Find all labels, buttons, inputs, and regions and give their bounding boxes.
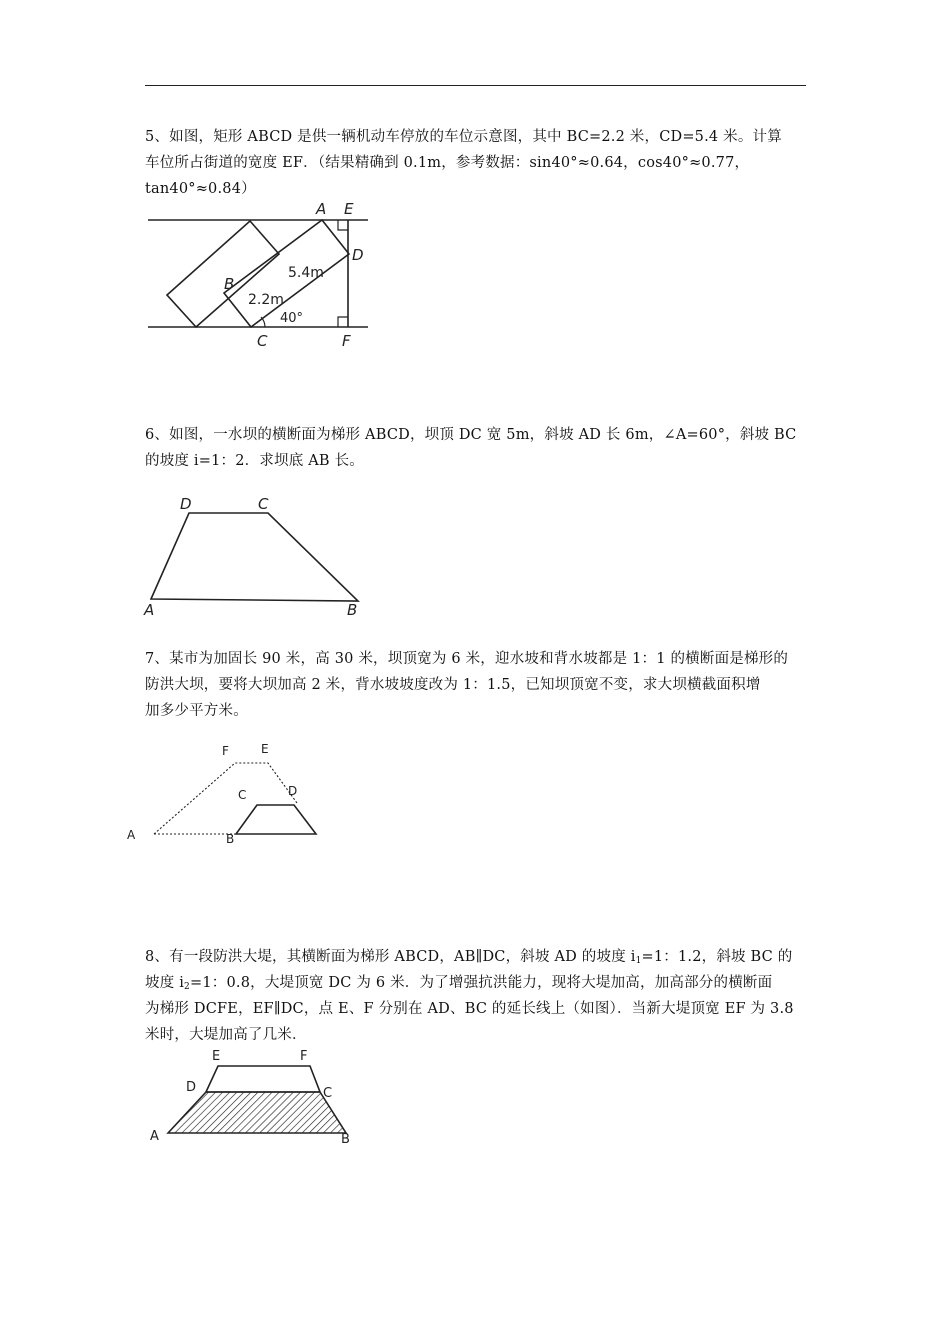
q6-trapezoid-abcd [151, 513, 358, 601]
q7-line-3: 加多少平方米。 [145, 703, 248, 719]
q8-label-d: D [186, 1080, 197, 1095]
q7-heightened-outline [154, 763, 297, 834]
q5-length-cd: 5.4m [288, 265, 324, 281]
q6-label-b: B [347, 601, 358, 619]
q5-length-bc: 2.2m [248, 292, 284, 308]
q8-label-a: A [150, 1129, 159, 1144]
header-rule [145, 85, 806, 86]
q5-right-angle-f [338, 317, 348, 327]
q8-line-1 [145, 944, 807, 970]
q8-line-2-pre: 坡度 i [145, 975, 185, 991]
q5-line-2: 车位所占街道的宽度 EF．（结果精确到 0.1m，参考数据：sin40°≈0.64，cos40°≈0.77， [145, 155, 750, 171]
question-7-text [145, 646, 807, 724]
q5-label-a: A [316, 200, 327, 218]
q8-line-1-subscript: 1 [635, 956, 642, 966]
q8-trapezoid-dcfe [206, 1066, 320, 1092]
q8-line-1-post: =1：1.2，斜坡 BC 的 [641, 949, 793, 965]
question-8-text [145, 944, 807, 1048]
q7-label-b: B [226, 832, 235, 846]
q7-original-trapezoid [236, 805, 316, 834]
q6-line-2: 的坡度 i=1：2．求坝底 AB 长。 [145, 453, 364, 469]
q6-label-d: D [180, 495, 192, 513]
q5-label-e: E [344, 200, 354, 218]
q7-dam-figure [120, 735, 340, 855]
q7-line-2: 防洪大坝，要将大坝加高 2 米，背水坡坡度改为 1：1.5，已知坝顶宽不变，求大坝横截面积增 [145, 677, 761, 693]
q7-label-f: F [222, 744, 229, 758]
q5-label-c: C [257, 332, 268, 350]
q8-line-1-pre: 8、有一段防洪大堤，其横断面为梯形 ABCD，AB∥DC，斜坡 AD 的坡度 i [145, 949, 636, 965]
q8-embankment-figure [140, 1040, 370, 1150]
q8-line-4: 米时，大堤加高了几米． [145, 1027, 307, 1043]
q8-label-c: C [323, 1086, 333, 1101]
q8-label-f: F [300, 1049, 308, 1064]
q5-left-parking-rect [167, 221, 279, 327]
q5-label-b: B [224, 275, 235, 293]
q7-line-1: 7、某市为加固长 90 米，高 30 米，坝顶宽为 6 米，迎水坡和背水坡都是 1：1 的横断面是梯形的 [145, 651, 789, 667]
q8-label-b: B [341, 1132, 350, 1147]
question-6-text [145, 422, 807, 474]
q6-label-a: A [144, 601, 155, 619]
q5-line-3: tan40°≈0.84） [145, 181, 256, 197]
q5-line-1: 5、如图，矩形 ABCD 是供一辆机动车停放的车位示意图，其中 BC=2.2 米，CD=5.4 米。计算 [145, 129, 782, 145]
q6-line-1: 6、如图，一水坝的横断面为梯形 ABCD，坝顶 DC 宽 5m，斜坡 AD 长 6m，∠A=60°，斜坡 BC [145, 427, 797, 443]
q7-label-e: E [261, 742, 269, 756]
q6-dam-figure [140, 490, 380, 620]
q8-trapezoid-abcd [168, 1092, 346, 1133]
q8-line-2-subscript: 2 [184, 982, 190, 992]
q7-label-d: D [288, 784, 298, 798]
q8-line-3: 为梯形 DCFE，EF∥DC，点 E、F 分别在 AD、BC 的延长线上（如图）．当新大堤顶宽 EF 为 3.8 [145, 1001, 794, 1017]
q5-parking-figure [140, 198, 380, 353]
q7-label-c: C [238, 788, 247, 802]
q5-right-angle-e [338, 220, 348, 230]
q8-line-2 [145, 970, 807, 996]
q8-line-2-post: =1：0.8，大堤顶宽 DC 为 6 米．为了增强抗洪能力，现将大堤加高，加高部分的横断面 [189, 975, 773, 991]
question-5-text [145, 124, 807, 202]
q8-label-e: E [212, 1049, 221, 1064]
q7-label-a: A [127, 828, 136, 842]
q5-label-d: D [352, 246, 364, 264]
q5-angle-label: 40° [280, 311, 304, 326]
q5-label-f: F [342, 332, 351, 350]
q6-label-c: C [258, 495, 269, 513]
